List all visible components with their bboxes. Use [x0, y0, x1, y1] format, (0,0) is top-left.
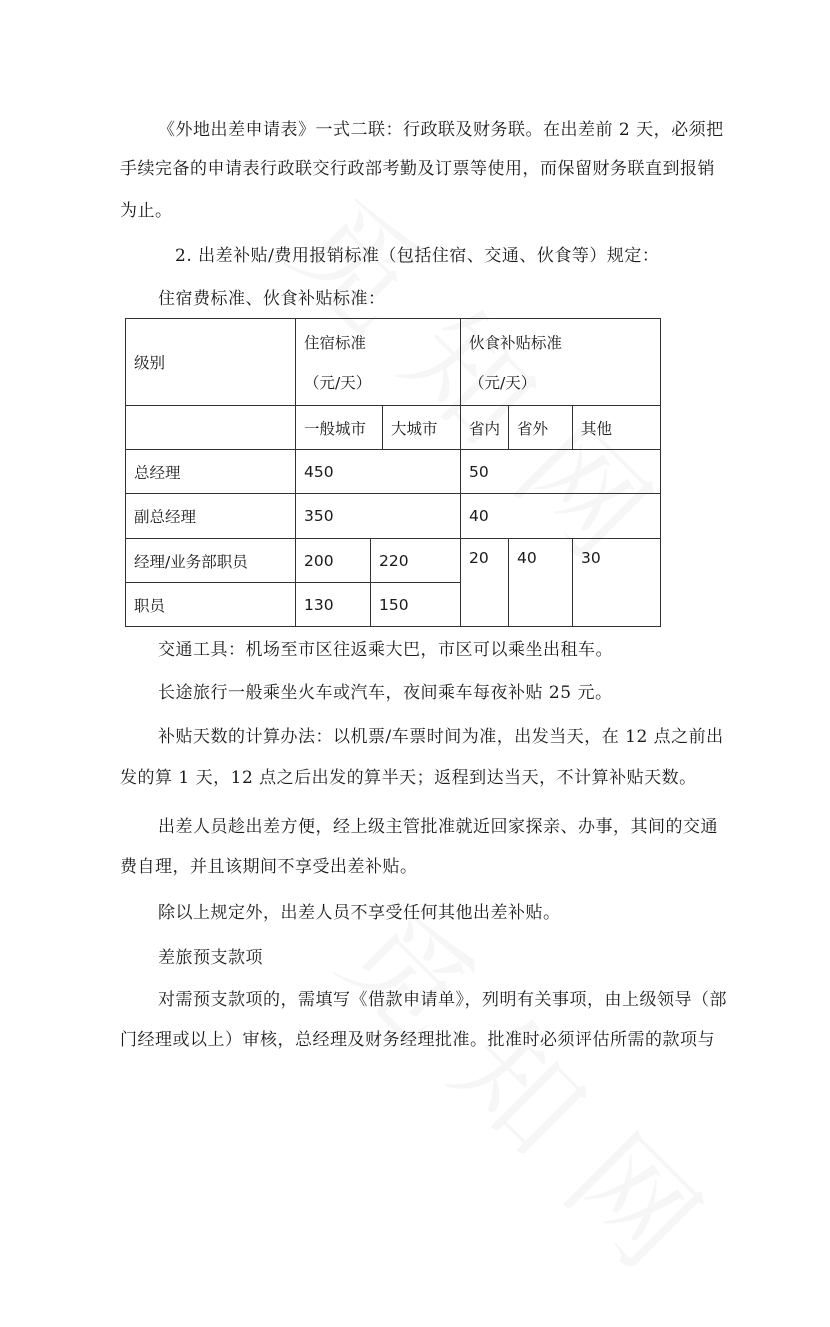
- row-big-city: 220: [371, 539, 461, 583]
- paragraph-line: 为止。: [120, 201, 173, 221]
- meal-in-province: 20: [461, 539, 509, 627]
- row-meal: 40: [461, 494, 661, 539]
- subheader-big-city: 大城市: [383, 406, 461, 450]
- meal-out-province: 40: [509, 539, 573, 627]
- meal-unit: （元/天）: [469, 374, 537, 392]
- subheader-out-province: 省外: [509, 406, 573, 450]
- meal-other: 30: [573, 539, 661, 627]
- paragraph-line: 费自理，并且该期间不享受出差补贴。: [120, 857, 418, 877]
- table-caption: 住宿费标准、伙食补贴标准：: [158, 289, 386, 309]
- subheader-in-province: 省内: [461, 406, 509, 450]
- paragraph-line: 长途旅行一般乘坐火车或汽车，夜间乘车每夜补贴 25 元。: [158, 683, 613, 703]
- row-general-city: 130: [296, 583, 371, 627]
- meal-title: 伙食补贴标准: [469, 334, 563, 352]
- row-general-city: 200: [296, 539, 371, 583]
- row-lodging: 350: [296, 494, 461, 539]
- row-meal: 50: [461, 450, 661, 494]
- subheader-other: 其他: [573, 406, 661, 450]
- subheader-general-city: 一般城市: [296, 406, 383, 450]
- row-level: 总经理: [126, 450, 296, 494]
- header-lodging: [296, 319, 461, 406]
- row-lodging: 450: [296, 450, 461, 494]
- header-meal: [461, 319, 661, 406]
- section-heading: 2. 出差补贴/费用报销标准（包括住宿、交通、伙食等）规定：: [175, 246, 660, 266]
- row-level: 经理/业务部职员: [126, 539, 296, 583]
- standards-table: [125, 318, 661, 627]
- paragraph-line: 门经理或以上）审核，总经理及财务经理批准。批准时必须评估所需的款项与: [120, 1030, 715, 1050]
- header-level: 级别: [126, 319, 296, 406]
- paragraph-line: 发的算 1 天，12 点之后出发的算半天；返程到达当天，不计算补贴天数。: [120, 768, 697, 788]
- section-heading: 差旅预支款项: [158, 948, 263, 968]
- empty-cell: [126, 406, 296, 450]
- paragraph-line: 出差人员趁出差方便，经上级主管批准就近回家探亲、办事，其间的交通: [158, 817, 718, 837]
- paragraph-line: 《外地出差申请表》一式二联：行政联及财务联。在出差前 2 天，必须把: [158, 120, 724, 140]
- paragraph-line: 补贴天数的计算办法：以机票/车票时间为准，出发当天，在 12 点之前出: [158, 727, 724, 747]
- row-big-city: 150: [371, 583, 461, 627]
- lodging-unit: （元/天）: [304, 374, 372, 392]
- paragraph-line: 对需预支款项的，需填写《借款申请单》，列明有关事项，由上级领导（部: [158, 990, 727, 1010]
- lodging-title: 住宿标准: [304, 334, 367, 352]
- paragraph-line: 交通工具：机场至市区往返乘大巴，市区可以乘坐出租车。: [158, 640, 613, 660]
- row-level: 副总经理: [126, 494, 296, 539]
- paragraph-line: 手续完备的申请表行政联交行政部考勤及订票等使用，而保留财务联直到报销: [120, 159, 715, 179]
- watermark: [309, 865, 770, 1326]
- row-level: 职员: [126, 583, 296, 627]
- paragraph-line: 除以上规定外，出差人员不享受任何其他出差补贴。: [158, 903, 561, 923]
